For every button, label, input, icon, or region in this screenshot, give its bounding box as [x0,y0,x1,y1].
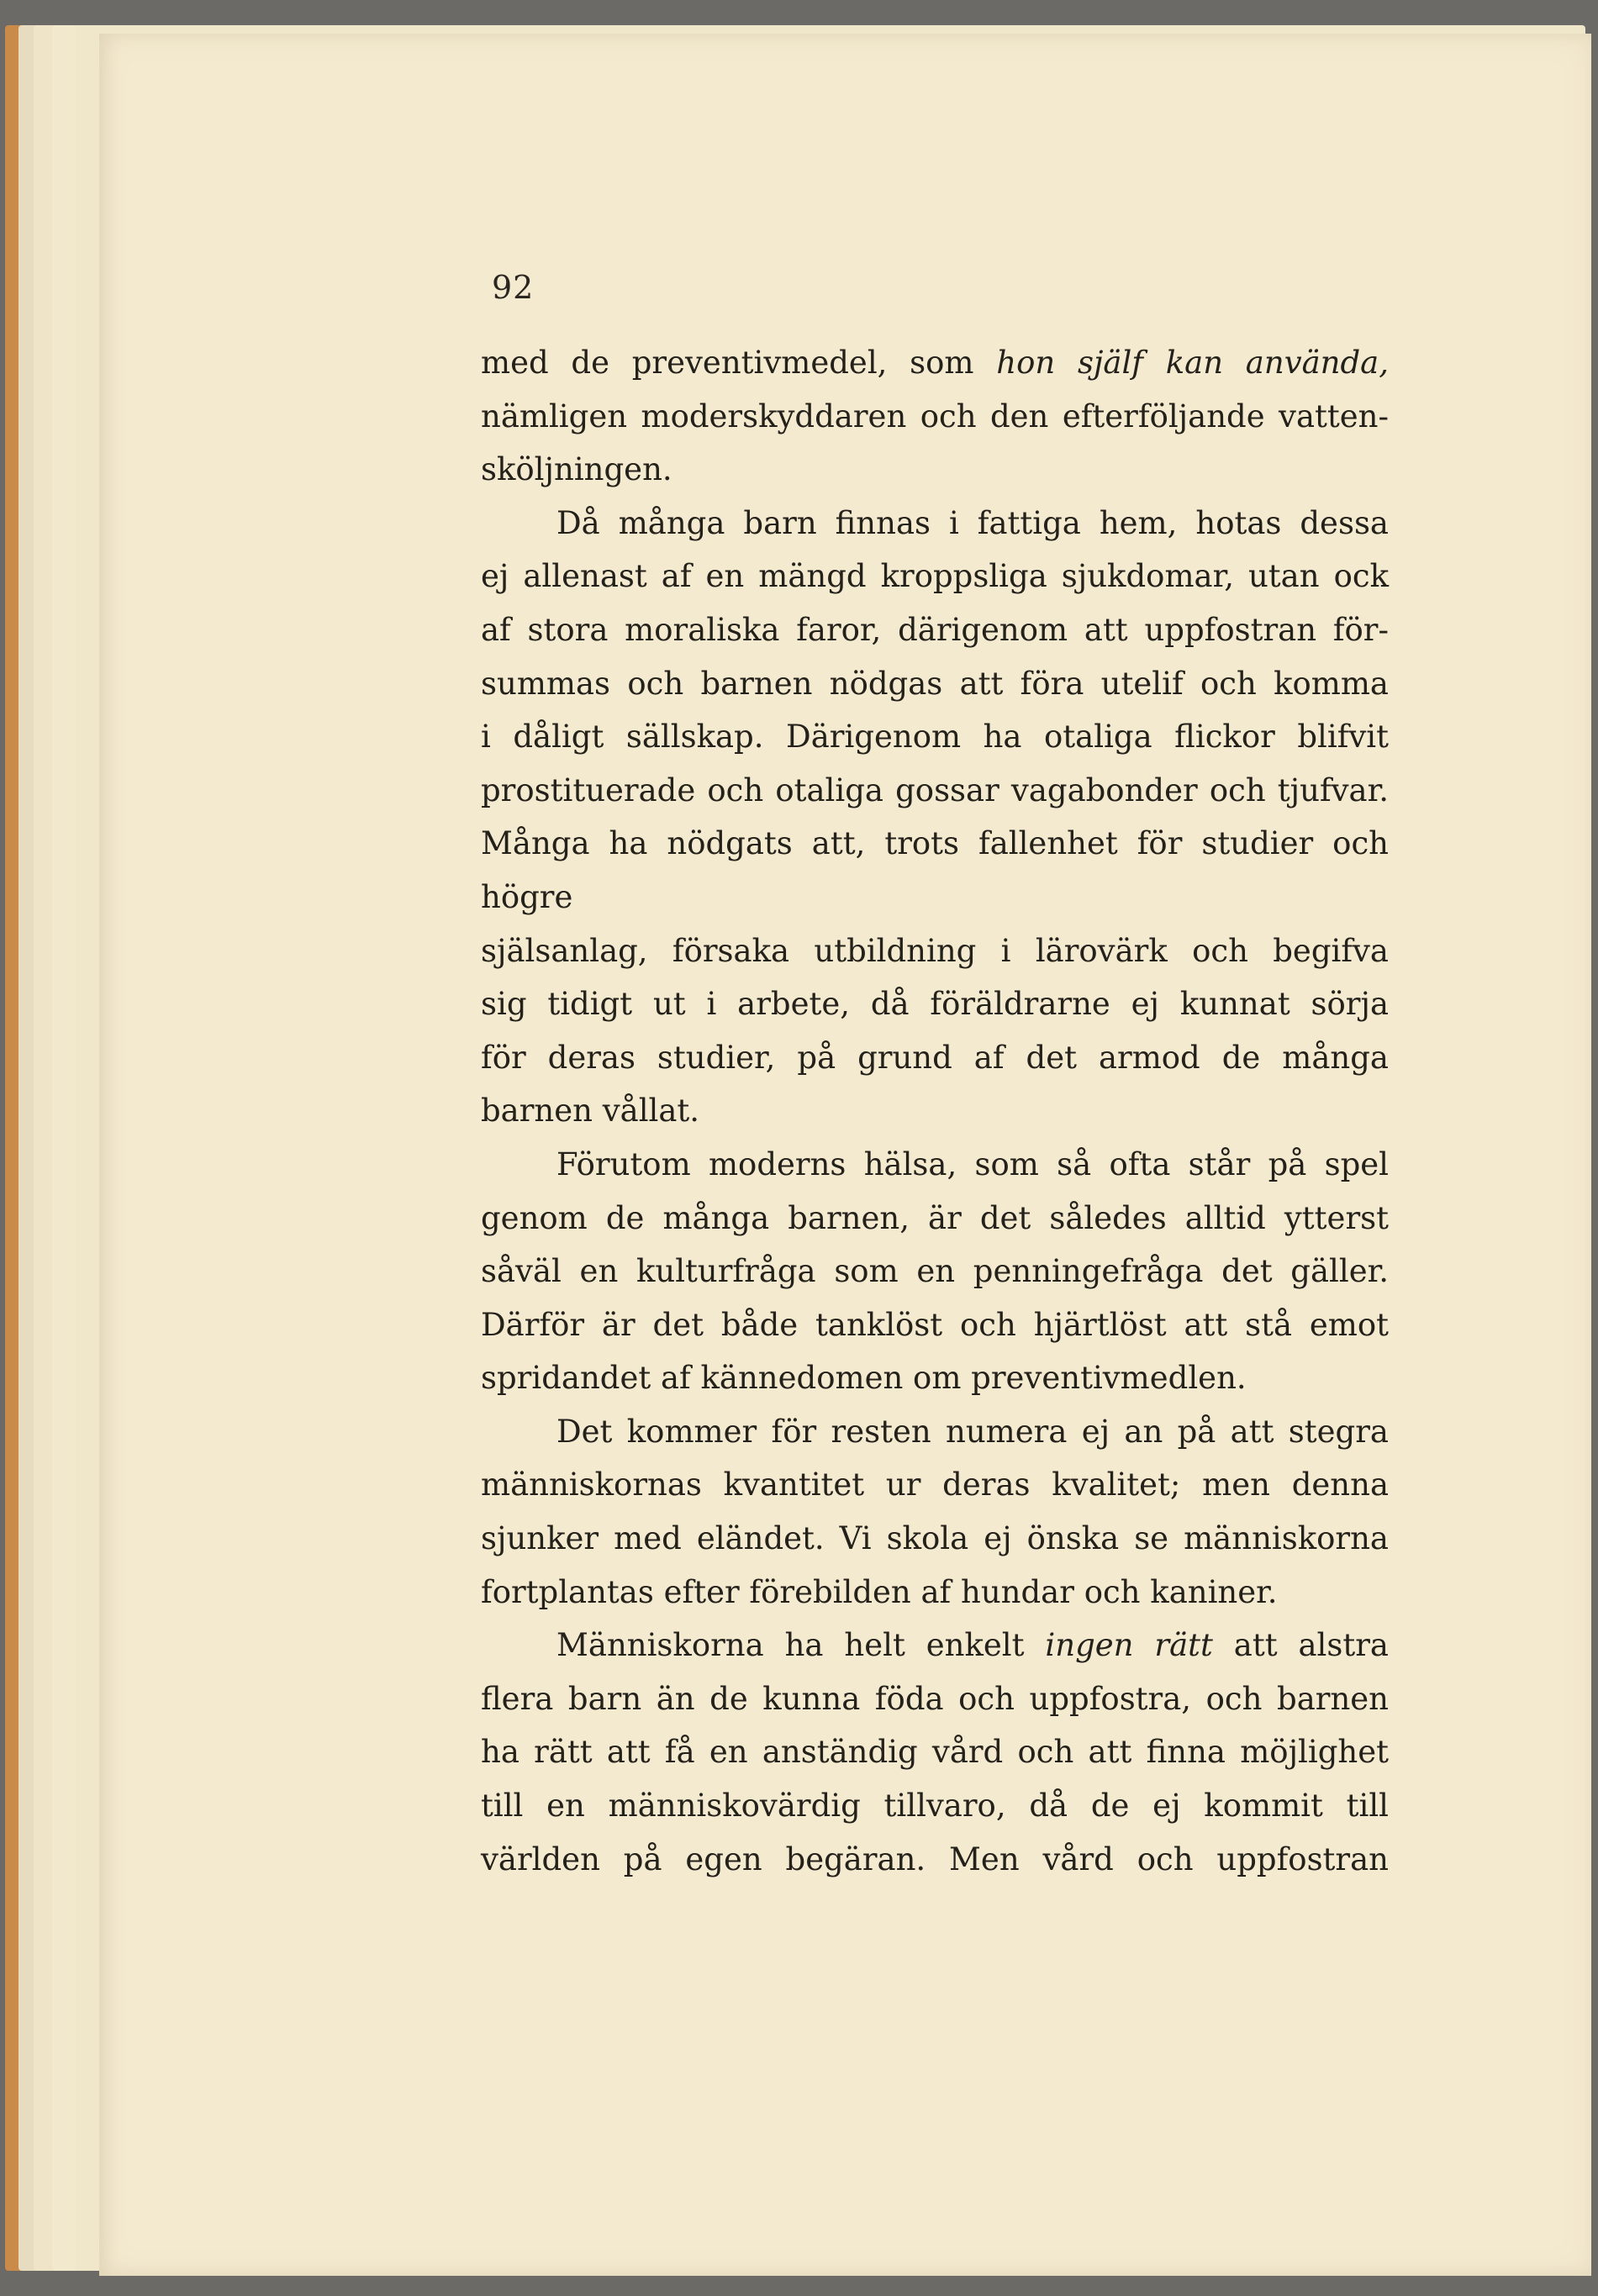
text-segment: fortplantas efter förebilden af hundar och kaniner. [481,1573,1278,1610]
text-line [481,1512,1389,1566]
text-line [481,603,1389,657]
text-line [481,1031,1389,1085]
text-line [481,497,1389,550]
text-segment: till en människovärdig tillvaro, då de ej kommit till [481,1788,1389,1825]
text-line [481,336,1389,390]
text-line [481,1405,1389,1459]
text-segment: i dåligt sällskap. Därigenom ha otaliga flickor blifvit [481,719,1389,756]
text-segment: af stora moraliska faror, därigenom att uppfostran för- [481,611,1389,648]
text-line [481,1245,1389,1298]
emphasis-text: hon själf kan använda, [996,345,1389,381]
text-segment: själsanlag, försaka utbildning i lärovärk och begifva [481,932,1389,969]
text-line [481,817,1389,924]
text-line [481,1833,1389,1887]
text-segment: för deras studier, på grund af det armod de många [481,1039,1389,1076]
text-line [481,550,1389,603]
text-line [481,657,1389,711]
text-segment: Därför är det både tanklöst och hjärtlöst att stå emot [481,1306,1389,1343]
text-segment: sköljningen. [481,451,672,488]
text-line [481,1725,1389,1779]
text-segment: att alstra [1212,1627,1389,1664]
body-text [481,336,1389,1886]
text-line [481,1351,1389,1405]
text-segment: ha rätt att få en anständig vård och att finna möjlighet [481,1734,1389,1771]
text-line [481,390,1389,444]
text-segment: barnen vållat. [481,1093,700,1130]
text-line [481,1298,1389,1352]
text-line [481,1779,1389,1833]
text-line [481,764,1389,818]
text-segment: Förutom moderns hälsa, som så ofta står på spel [556,1145,1389,1182]
text-segment: världen på egen begäran. Men vård och uppfostran [481,1840,1389,1877]
text-segment: människornas kvantitet ur deras kvalitet; men denna [481,1467,1389,1503]
text-segment: genom de många barnen, är det således alltid ytterst [481,1199,1389,1236]
text-line [481,1566,1389,1619]
text-segment: flera barn än de kunna föda och uppfostra, och barnen [481,1680,1389,1717]
page-number: 92 [492,269,535,306]
text-line [481,1619,1389,1672]
text-segment: med de preventivmedel, som [481,345,997,381]
text-segment: Människorna ha helt enkelt [556,1627,1046,1664]
text-segment: ej allenast af en mängd kroppsliga sjukdomar, utan ock [481,558,1389,595]
text-segment: spridandet af kännedomen om preventivmedlen. [481,1360,1247,1397]
text-segment: Då många barn finnas i fattiga hem, hotas dessa [556,504,1389,541]
text-segment: Många ha nödgats att, trots fallenhet för studier och högre [481,825,1389,915]
text-line [481,1192,1389,1245]
text-segment: Det kommer för resten numera ej an på att stegra [556,1413,1389,1450]
text-segment: sig tidigt ut i arbete, då föräldrarne ej kunnat sörja [481,986,1389,1023]
text-line [481,924,1389,978]
emphasis-text: ingen rätt [1045,1627,1213,1664]
text-segment: prostituerade och otaliga gossar vagabonder och tjufvar. [481,771,1389,808]
text-line [481,1084,1389,1138]
text-line [481,1672,1389,1726]
text-line [481,977,1389,1031]
text-line [481,710,1389,764]
text-segment: sjunker med eländet. Vi skola ej önska se människorna [481,1520,1389,1557]
text-segment: nämligen moderskyddaren och den efterföljande vatten- [481,398,1389,434]
text-line [481,1138,1389,1192]
text-line [481,443,1389,497]
text-segment: såväl en kulturfråga som en penningefråga det gäller. [481,1253,1389,1290]
text-segment: summas och barnen nödgas att föra utelif och komma [481,665,1389,702]
text-line [481,1458,1389,1512]
